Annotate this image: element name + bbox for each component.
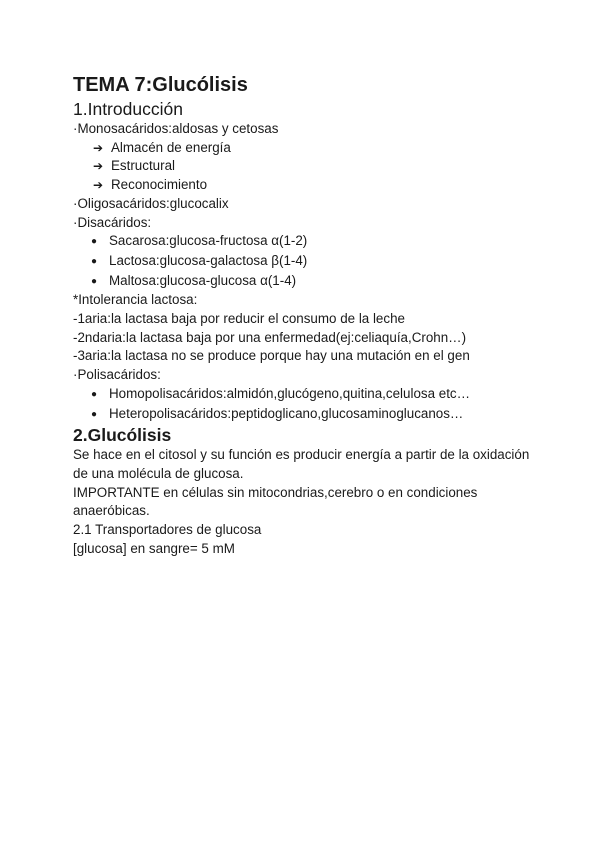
section-heading-introduccion: 1.Introducción bbox=[73, 99, 183, 119]
list-item: ➔ Almacén de energía bbox=[73, 139, 533, 158]
intolerancia-line: -3aria:la lactasa no se produce porque hay una mutación en el gen bbox=[73, 348, 470, 364]
polisacaridos-line: ·Polisacáridos: bbox=[73, 367, 161, 383]
arrow-icon: ➔ bbox=[93, 159, 104, 174]
monosacaridos-line: ·Monosacáridos:aldosas y cetosas bbox=[73, 121, 279, 136]
list-item: ● Maltosa:glucosa-glucosa α(1-4) bbox=[73, 272, 533, 292]
subheading-transportadores: 2.1 Transportadores de glucosa bbox=[73, 522, 262, 538]
list-item: ● Homopolisacáridos:almidón,glucógeno,quitina,celulosa etc… bbox=[73, 385, 533, 405]
page-title: TEMA 7:Glucólisis bbox=[73, 74, 248, 96]
glucose-concentration: [glucosa] en sangre= 5 mM bbox=[73, 540, 235, 556]
bullet-icon: ● bbox=[91, 388, 98, 400]
bullet-icon: ● bbox=[91, 255, 98, 267]
intolerancia-line: -2ndaria:la lactasa baja por una enfermedad(ej:celiaquía,Crohn…) bbox=[73, 329, 467, 345]
list-item: ➔ Estructural bbox=[73, 157, 533, 176]
arrow-icon: ➔ bbox=[93, 178, 104, 193]
list-item: ● Heteropolisacáridos:peptidoglicano,glucosaminoglucanos… bbox=[73, 405, 533, 425]
paragraph: IMPORTANTE en células sin mitocondrias,cerebro o en condiciones anaeróbicas. bbox=[73, 484, 478, 519]
arrow-icon: ➔ bbox=[93, 140, 104, 155]
list-item: ➔ Reconocimiento bbox=[73, 176, 533, 195]
disacaridos-line: ·Disacáridos: bbox=[73, 214, 152, 230]
list-item: ● Sacarosa:glucosa-fructosa α(1-2) bbox=[73, 232, 533, 252]
intolerancia-heading: *Intolerancia lactosa: bbox=[73, 292, 198, 308]
section-heading-glucolisis: 2.Glucólisis bbox=[73, 425, 172, 446]
bullet-icon: ● bbox=[91, 275, 98, 287]
bullet-icon: ● bbox=[91, 408, 98, 420]
list-item: ● Lactosa:glucosa-galactosa β(1-4) bbox=[73, 252, 533, 272]
bullet-icon: ● bbox=[91, 236, 98, 248]
paragraph: Se hace en el citosol y su función es producir energía a partir de la oxidación de una molécula de glucosa. bbox=[73, 447, 530, 481]
document-page bbox=[73, 72, 533, 558]
oligosacaridos-line: ·Oligosacáridos:glucocalix bbox=[73, 195, 229, 211]
intolerancia-line: -1aria:la lactasa baja por reducir el consumo de la leche bbox=[73, 311, 405, 327]
